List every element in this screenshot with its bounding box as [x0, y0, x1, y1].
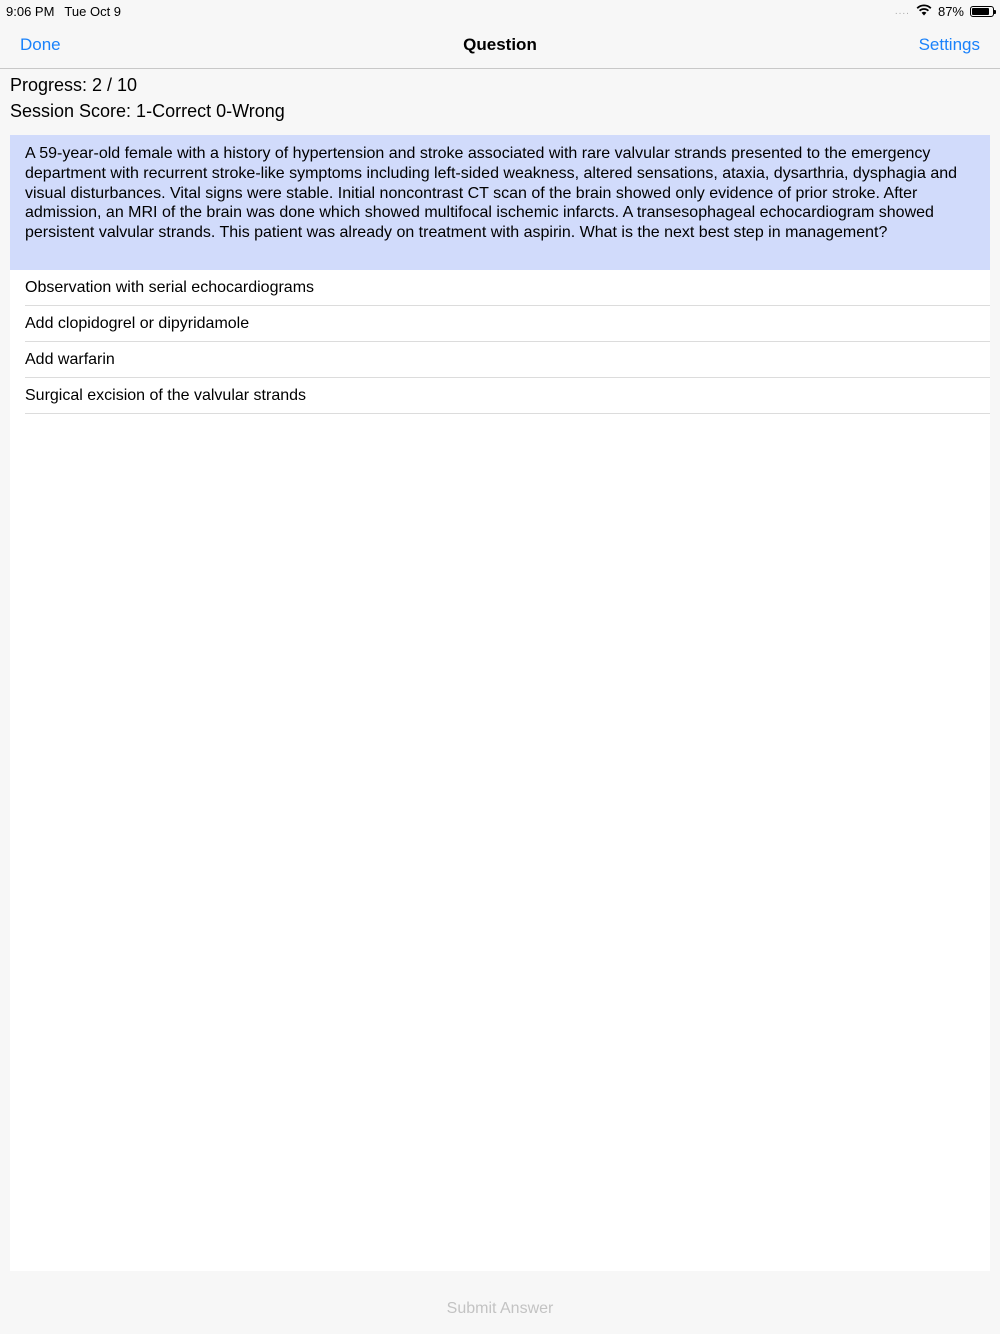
- submit-bar: [0, 1271, 1000, 1334]
- battery-percent: 87%: [937, 3, 964, 19]
- submit-answer-button[interactable]: Submit Answer: [446, 1299, 554, 1317]
- status-right: [895, 4, 994, 19]
- done-button[interactable]: Done: [20, 35, 61, 54]
- status-time: 9:06 PM: [6, 3, 55, 19]
- battery-fill: [972, 8, 989, 15]
- answer-label: Surgical excision of the valvular strands: [25, 387, 307, 404]
- answer-option[interactable]: [10, 378, 990, 414]
- status-bar: [0, 0, 1000, 22]
- status-left: [6, 4, 121, 19]
- answer-option[interactable]: [10, 270, 990, 306]
- navigation-bar: [0, 22, 1000, 69]
- answer-option[interactable]: [10, 306, 990, 342]
- answer-label: Add warfarin: [25, 351, 115, 368]
- question-panel: [10, 135, 990, 1271]
- answer-option[interactable]: [10, 342, 990, 378]
- question-text: A 59-year-old female with a history of hypertension and stroke associated with rare valvular strands presented to the emergency department with recurrent stroke-like symptoms including left-sided weakness, altered sensations, ataxia, dysarthria, dysphagia and visual disturbances. Vital signs were stable. Initial noncontrast CT scan of the brain showed only evidence of prior stroke. After admission, an MRI of the brain was done which showed multifocal ischemic infarcts. A transesophageal echocardiogram showed persistent valvular strands. This patient was already on treatment with aspirin. What is the next best step in management?: [10, 135, 990, 270]
- nav-title: Question: [463, 35, 537, 54]
- session-score-label: Session Score: 1-Correct 0-Wrong: [10, 101, 285, 121]
- progress-label: Progress: 2 / 10: [10, 75, 138, 95]
- wifi-icon: [916, 4, 932, 19]
- answer-label: Observation with serial echocardiograms: [25, 279, 315, 296]
- settings-button[interactable]: Settings: [918, 35, 980, 54]
- answer-list: [10, 270, 990, 414]
- status-date: Tue Oct 9: [64, 3, 122, 19]
- session-info: [10, 72, 285, 124]
- battery-icon: [970, 6, 994, 17]
- cellular-signal-icon: ....: [894, 5, 910, 17]
- answer-label: Add clopidogrel or dipyridamole: [25, 315, 250, 332]
